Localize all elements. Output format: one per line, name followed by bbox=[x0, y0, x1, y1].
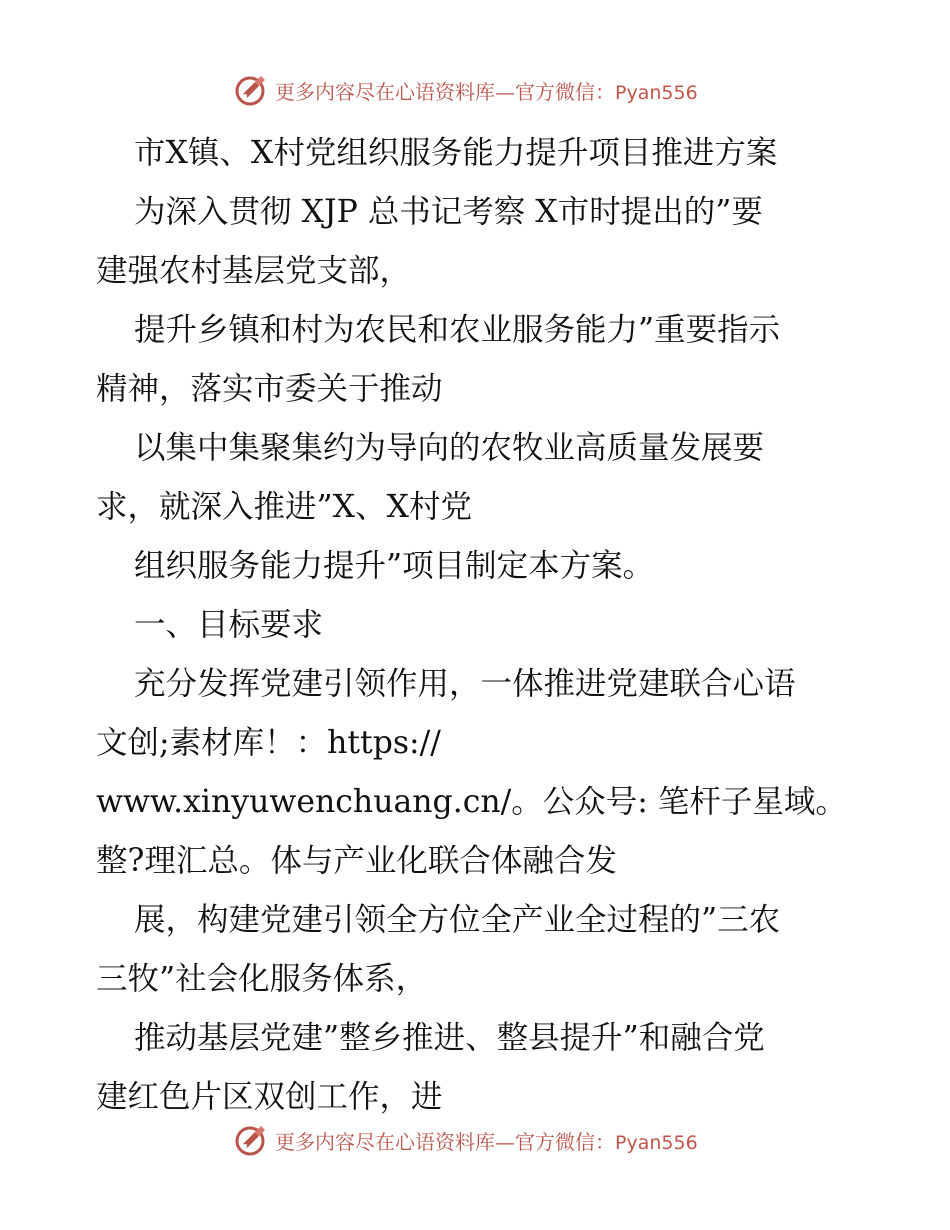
watermark-text bbox=[275, 1126, 698, 1155]
watermark-text-main: 更多内容尽在心语资料库—官方微信： bbox=[275, 79, 615, 104]
document-line: 推动基层党建”整乡推进、整县提升”和融合党 bbox=[134, 1020, 765, 1056]
watermark-wechat-handle: Pyan556 bbox=[615, 81, 698, 104]
document-line: 文创;素材库！：https:// bbox=[96, 725, 441, 761]
document-line: 三牧”社会化服务体系， bbox=[96, 961, 428, 997]
document-line: 提升乡镇和村为农民和农业服务能力”重要指示 bbox=[134, 312, 781, 348]
watermark-wechat-handle: Pyan556 bbox=[615, 1131, 698, 1154]
document-line: 充分发挥党建引领作用，一体推进党建联合心语 bbox=[134, 666, 796, 702]
document-line: 求，就深入推进”X、X村党 bbox=[96, 489, 472, 525]
document-line: 建强农村基层党支部， bbox=[96, 253, 412, 289]
document-line: 市X镇、X村党组织服务能力提升项目推进方案 bbox=[134, 135, 778, 171]
document-line: 整?理汇总。体与产业化联合体融合发 bbox=[96, 843, 617, 879]
document-line: 一、目标要求 bbox=[134, 607, 324, 643]
brand-logo-icon bbox=[233, 1122, 269, 1158]
document-line: 以集中集聚集约为导向的农牧业高质量发展要 bbox=[134, 430, 765, 466]
document-line: 展，构建党建引领全方位全产业全过程的”三农 bbox=[134, 902, 781, 938]
document-line: 为深入贯彻 XJP 总书记考察 X市时提出的”要 bbox=[134, 194, 763, 230]
document-body bbox=[96, 124, 856, 1127]
footer-watermark-banner bbox=[0, 1120, 950, 1160]
document-line: 建红色片区双创工作，进 bbox=[96, 1079, 443, 1115]
document-line: www.xinyuwenchuang.cn/。公众号: 笔杆子星域。 bbox=[96, 784, 847, 820]
document-line: 精神，落实市委关于推动 bbox=[96, 371, 443, 407]
watermark-text bbox=[275, 76, 698, 105]
document-line: 组织服务能力提升”项目制定本方案。 bbox=[134, 548, 655, 584]
brand-logo-icon bbox=[233, 72, 269, 108]
watermark-text-main: 更多内容尽在心语资料库—官方微信： bbox=[275, 1129, 615, 1154]
header-watermark-banner bbox=[0, 70, 950, 110]
